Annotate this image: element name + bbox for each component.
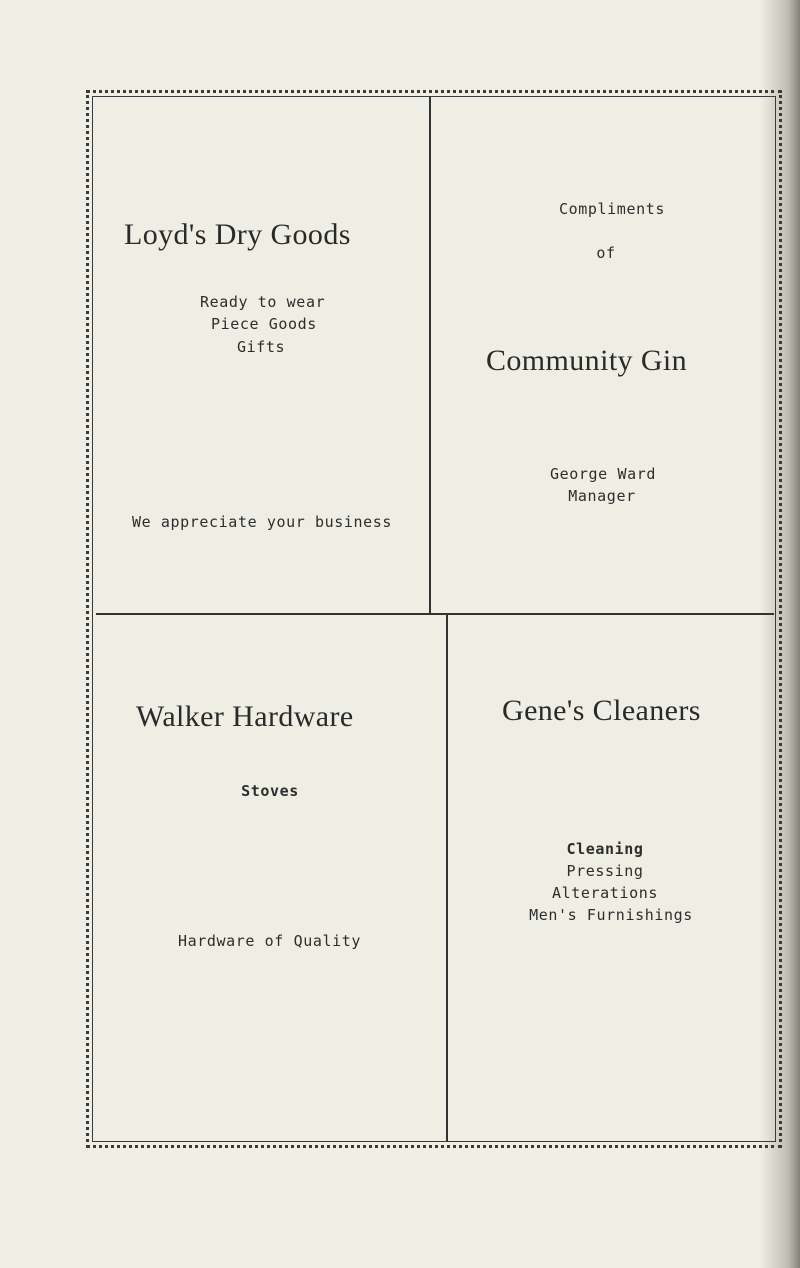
walker-footer: Hardware of Quality: [178, 932, 361, 950]
divider-horizontal: [96, 613, 774, 615]
loyds-item-gifts: Gifts: [237, 338, 286, 356]
gin-title: Community Gin: [486, 344, 688, 377]
gin-role: Manager: [568, 487, 636, 505]
loyds-footer: We appreciate your business: [132, 513, 393, 531]
genes-title: Gene's Cleaners: [502, 694, 701, 727]
gin-person: George Ward: [550, 465, 656, 483]
loyds-item-piece-goods: Piece Goods: [211, 315, 317, 333]
genes-item-cleaning: Cleaning: [566, 840, 644, 858]
divider-vertical-bottom: [446, 615, 448, 1142]
loyds-item-ready-to-wear: Ready to wear: [200, 293, 326, 311]
loyds-title: Loyd's Dry Goods: [124, 218, 351, 251]
walker-title: Walker Hardware: [136, 700, 354, 733]
walker-item-stoves: Stoves: [241, 782, 299, 800]
genes-item-pressing: Pressing: [566, 862, 644, 880]
divider-vertical-top: [429, 97, 431, 615]
genes-item-mens-furnishings: Men's Furnishings: [529, 906, 693, 924]
gin-of: of: [596, 244, 616, 262]
gin-compliments: Compliments: [559, 200, 665, 218]
genes-item-alterations: Alterations: [552, 884, 658, 902]
